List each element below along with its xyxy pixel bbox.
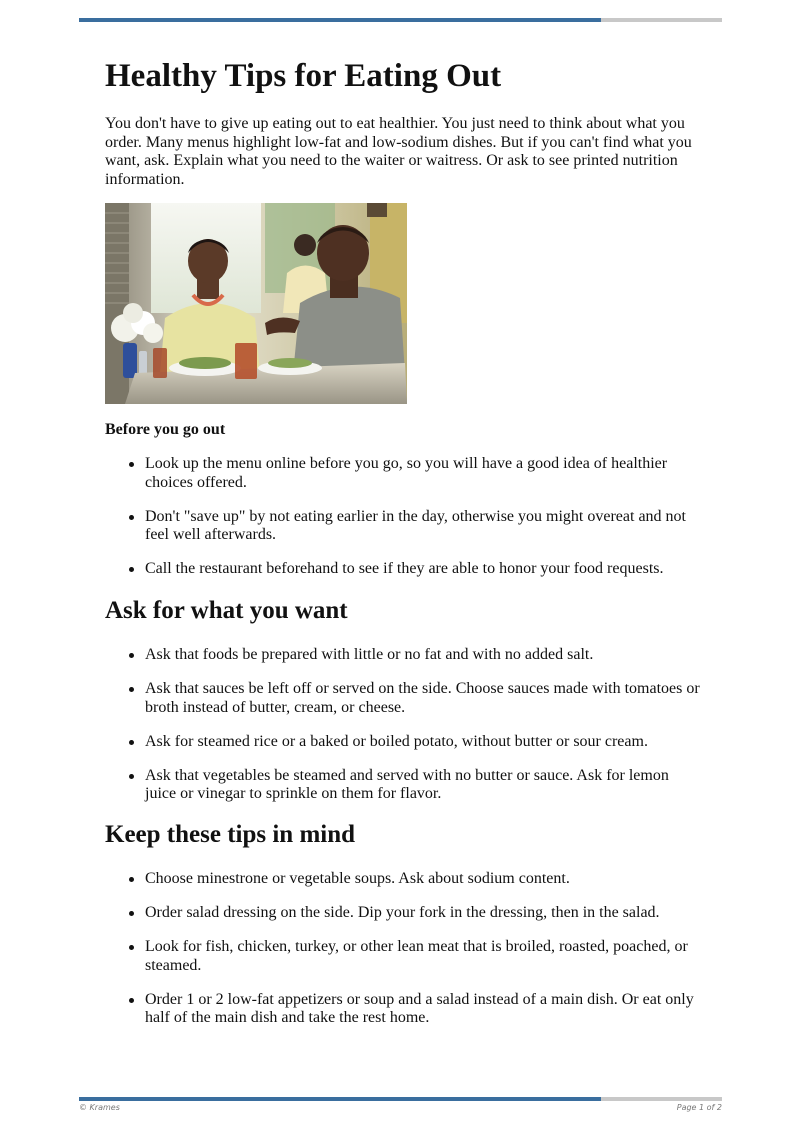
list-item: Look for fish, chicken, turkey, or other lean meat that is broiled, roasted, poached, or steamed. <box>105 938 703 975</box>
footer-rule <box>79 1097 722 1101</box>
before-heading: Before you go out <box>105 421 226 438</box>
list-item: Order salad dressing on the side. Dip your fork in the dressing, then in the salad. <box>105 904 703 923</box>
before-list <box>105 455 703 594</box>
tips-list <box>105 870 703 1043</box>
dining-couple-photo <box>105 203 407 404</box>
list-item: Call the restaurant beforehand to see if they are able to honor your food requests. <box>105 560 703 579</box>
footer-copyright: © Krames <box>79 1103 120 1112</box>
intro-paragraph: You don't have to give up eating out to eat healthier. You just need to think about what you order. Many menus highlight low-fat and low-sodium dishes. But if you can't find what you want, ask. Explain what you need to the waiter or waitress. Or ask to see printed nutrition information. <box>105 115 692 188</box>
page-title: Healthy Tips for Eating Out <box>105 58 502 94</box>
list-item: Ask that vegetables be steamed and served with no butter or sauce. Ask for lemon juice or vinegar to sprinkle on them for flavor. <box>105 767 703 804</box>
list-item: Don't "save up" by not eating earlier in the day, otherwise you might overeat and not feel well afterwards. <box>105 508 703 545</box>
list-item: Choose minestrone or vegetable soups. Ask about sodium content. <box>105 870 703 889</box>
list-item: Order 1 or 2 low-fat appetizers or soup and a salad instead of a main dish. Or eat only half of the main dish and take the rest home. <box>105 991 703 1028</box>
list-item: Ask for steamed rice or a baked or boiled potato, without butter or sour cream. <box>105 733 703 752</box>
list-item: Ask that sauces be left off or served on the side. Choose sauces made with tomatoes or broth instead of butter, cream, or cheese. <box>105 680 703 717</box>
ask-list <box>105 646 703 819</box>
tips-heading: Keep these tips in mind <box>105 821 356 848</box>
footer-rule-accent <box>79 1097 601 1101</box>
header-rule <box>79 18 722 22</box>
header-rule-accent <box>79 18 601 22</box>
header-rule-gray <box>601 18 722 22</box>
footer-page-number: Page 1 of 2 <box>676 1103 722 1112</box>
ask-heading: Ask for what you want <box>105 597 348 624</box>
list-item: Ask that foods be prepared with little or no fat and with no added salt. <box>105 646 703 665</box>
footer-rule-gray <box>601 1097 722 1101</box>
list-item: Look up the menu online before you go, so you will have a good idea of healthier choices offered. <box>105 455 703 492</box>
